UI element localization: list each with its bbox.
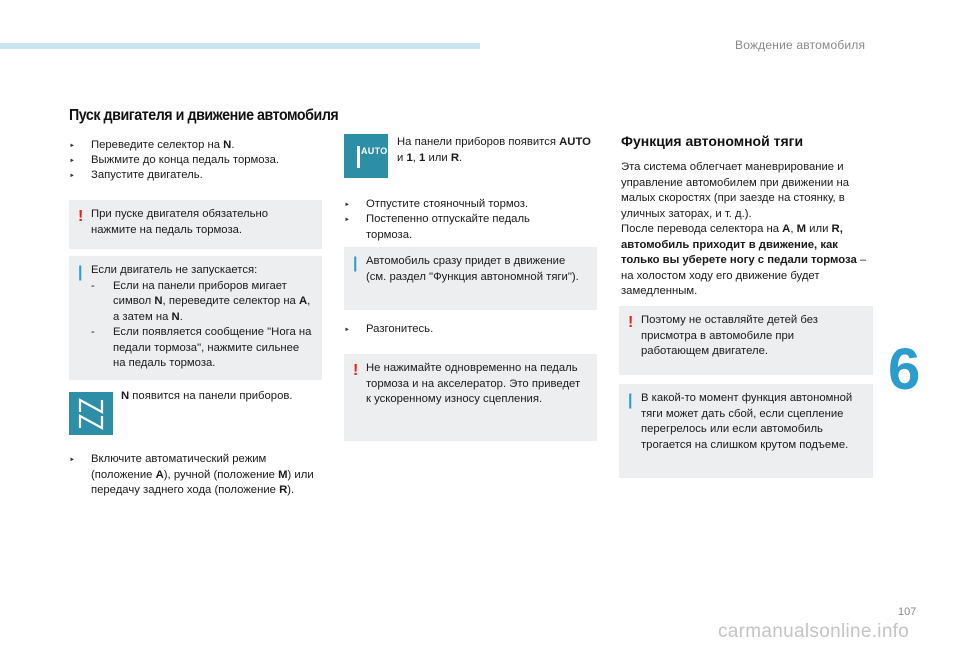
chapter-header-title: Вождение автомобиля [735,38,866,52]
arrow-bullet-icon: ‣ [69,156,75,167]
exclamation-icon: ! [353,362,359,379]
exclamation-icon: ! [628,314,634,331]
info-bar-icon: | [628,392,633,409]
n-indicator-icon [69,392,113,435]
step-item: ‣ Переведите селектор на N. [69,138,329,155]
header-accent-bar [0,43,480,49]
arrow-bullet-icon: ‣ [69,141,75,152]
step-item: ‣ Разгонитесь. [344,322,594,339]
info-list-item: - Если на панели приборов мигает символ N, переведите селектор на A, а затем на N. [91,279,311,323]
info-bar-icon: | [353,255,358,272]
warning-text: При пуске двигателя обязательно нажмите на педаль тормоза. [91,208,269,236]
page-number: 107 [898,606,917,618]
arrow-bullet-icon: ‣ [69,455,75,466]
function-title: Функция автономной тяги [621,133,804,149]
info-box [69,256,322,380]
step-item: ‣ Отпустите стояночный тормоз. [344,197,594,214]
info-box [344,247,597,310]
step-item: ‣ Запустите двигатель. [69,168,329,185]
warning-box [619,306,873,375]
info-intro: Если двигатель не запускается: [91,264,258,276]
arrow-bullet-icon: ‣ [69,171,75,182]
n-indicator-text: N появится на панели приборов. [121,390,293,402]
arrow-bullet-icon: ‣ [344,215,350,226]
auto-indicator-text: На панели приборов появится AUTO и 1, 1 или R. [397,136,591,164]
info-text: Автомобиль сразу придет в движение (см. раздел "Функция автономной тяги"). [366,255,579,283]
function-details: После перевода селектора на A, M или R, автомобиль приходит в движение, как только вы уберете ногу с педали тормоза – на холостом ходу его движение будет замедленным. [621,223,867,297]
arrow-bullet-icon: ‣ [344,200,350,211]
warning-text: Не нажимайте одновременно на педаль тормоза и на акселератор. Это приведет к ускоренному износу сцепления. [366,362,581,405]
watermark: carmanualsonline.info [718,621,910,642]
info-bar-icon: | [78,264,83,281]
function-description: Эта система облегчает маневрирование и управление автомобилем при движении на малых скоростях (при заезде на стоянку, в уличных заторах, и т. д.). [621,161,850,220]
step-item: ‣ Включите автоматический режим (положение A), ручной (положение M) или передачу заднего хода (положение R). [69,452,324,499]
exclamation-icon: ! [78,208,84,225]
step-item: ‣ Постепенно отпускайте педаль тормоза. [344,212,574,243]
chapter-number: 6 [888,337,921,402]
warning-text: Поэтому не оставляйте детей без присмотра в автомобиле при работающем двигателе. [641,314,818,357]
warning-box [69,200,322,249]
info-box [619,384,873,478]
warning-box [344,354,597,441]
arrow-bullet-icon: ‣ [344,325,350,336]
info-text: В какой-то момент функция автономной тяги может дать сбой, если сцепление перегрелось или если автомобиль трогается на слишком крутом подъеме. [641,392,853,451]
info-list-item: - Если появляется сообщение "Нога на педали тормоза", нажмите сильнее на педаль тормоза. [91,326,312,369]
section-title: Пуск двигателя и движение автомобиля [69,107,339,124]
step-item: ‣ Выжмите до конца педаль тормоза. [69,153,329,170]
auto-indicator-icon: AUTO [344,134,388,178]
